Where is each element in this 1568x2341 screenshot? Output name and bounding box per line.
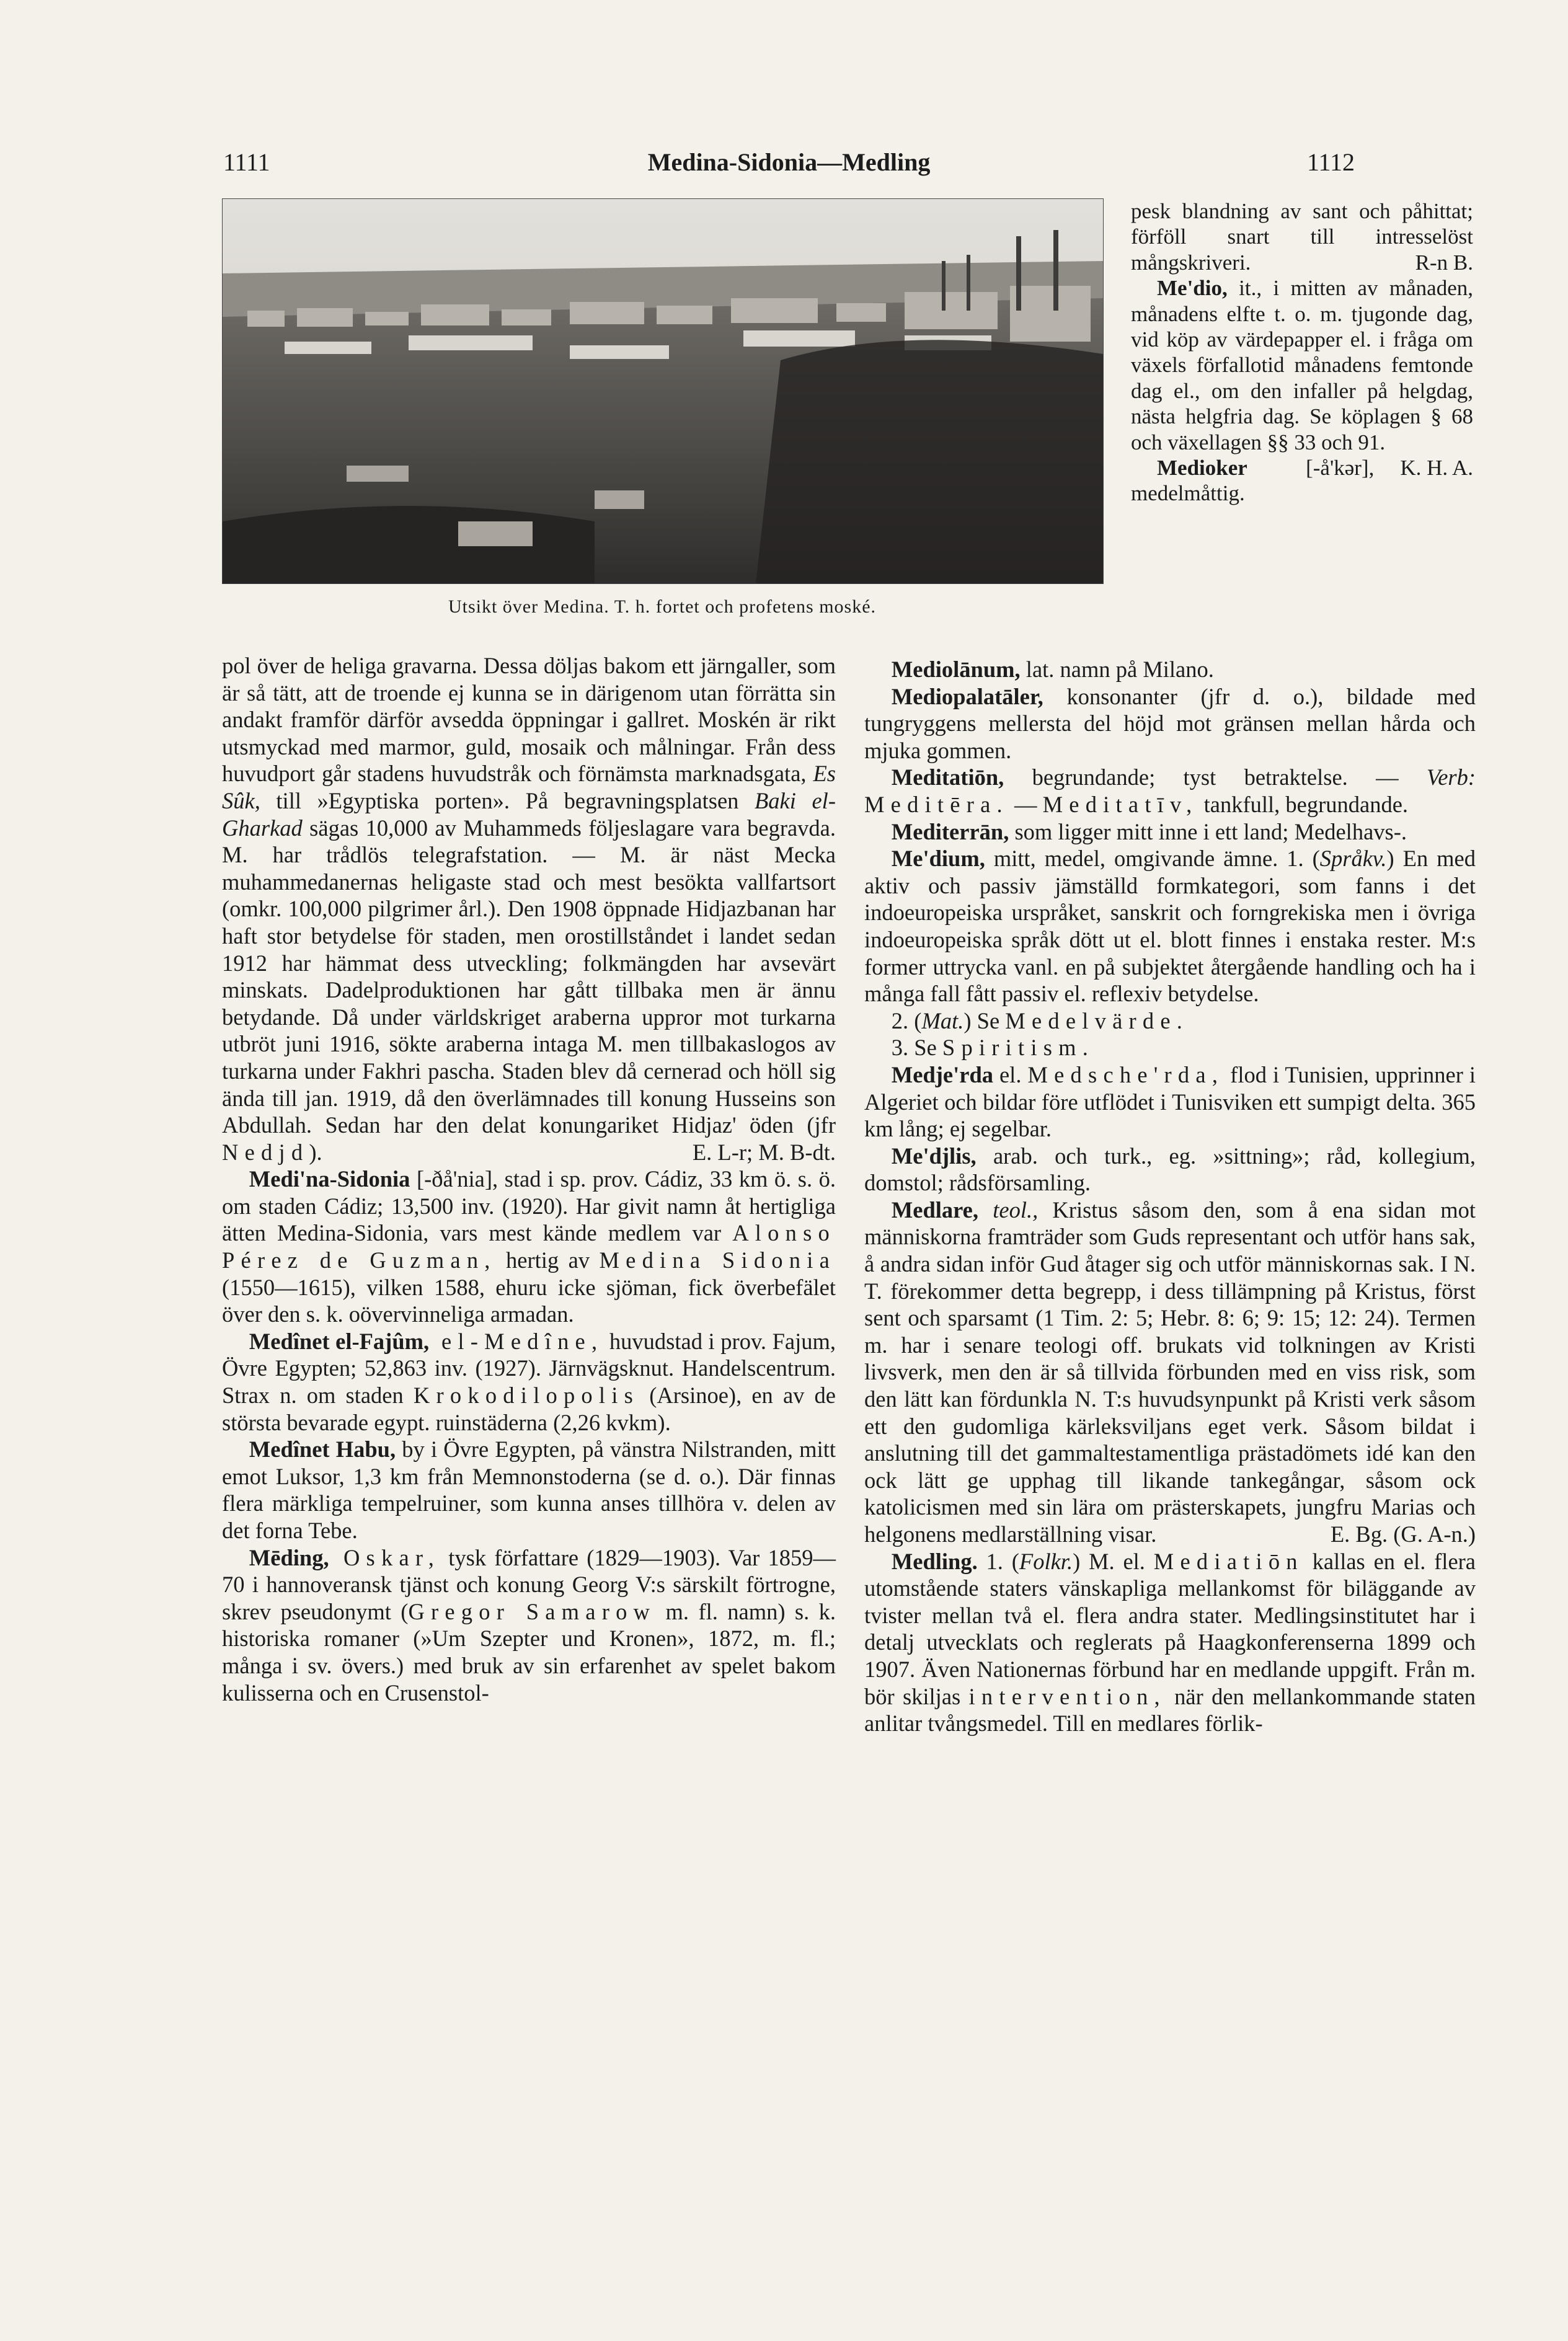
spaced-term: intervention, xyxy=(968,1683,1166,1709)
right-upper-column xyxy=(1131,198,1473,507)
entry-medium xyxy=(864,845,1476,1007)
text: 2. ( xyxy=(891,1007,922,1033)
entry-medlare xyxy=(864,1197,1476,1548)
spaced-reference: Spiritism. xyxy=(942,1035,1095,1061)
entry-meditation xyxy=(864,764,1476,818)
text: tysk författare (1829—1903). Var 1859—70 i hannoveransk tjänst och konung Georg V:s särskilt förtrogne, skrev pseudonymt ( xyxy=(222,1544,836,1624)
spaced-name: Oskar, xyxy=(329,1544,441,1570)
entry-headword: Meditatiōn, xyxy=(891,764,1004,790)
page-header xyxy=(223,148,1355,185)
entry-headword: Me'djlis, xyxy=(891,1143,977,1169)
entry-headword: Mediolānum, xyxy=(891,657,1021,682)
entry-medling xyxy=(864,1548,1476,1737)
spaced-term: Meditatīv, xyxy=(1042,791,1198,817)
entry-headword: Mēding, xyxy=(249,1544,329,1570)
text: Kristus såsom den, som å ena sidan mot människorna framträder som Guds representant och utför hans sak, å andra sidan inför Gud åtager sig och utför människornas sak. I N. T. förekommer detta begrepp, i dess tillämpning på Kristus, först sent och sparsamt (1 Tim. 2: 5; Hebr. 8: 6; 9: 15; 12: 24). Termen m. har i senare teologi off. brukats vid tolkningen av Kristi livsverk, men den är så tillvida förbunden med en viss risk, som den lätt kan fördunkla N. T:s huvudsynpunkt på Kristi verk såsom ett den gudomliga kärleksviljans eget verk. Såsom bildat i anslutning till det gammaltestamentliga prästadömets idé kan den ock lätt ge upphag till likande tankegångar, såsom ock katolicismen med sin lära om prästerskapets, jungfru Marias och helgonens medlarställning visar. xyxy=(864,1197,1476,1547)
text: huvudstad i prov. Fajum, Övre Egypten; 52,863 inv. (1927). Järnvägsknut. Handelscentrum. Strax n. om staden xyxy=(222,1328,836,1409)
text: mitt, medel, omgivande ämne. 1. ( xyxy=(985,846,1320,872)
text: när den mellankommande staten anlitar tvångsmedel. Till en medlares förlik- xyxy=(864,1683,1476,1737)
text: (1550—1615), vilken 1588, ehuru icke sjöman, fick överbefälet över den s. k. oövervinneliga armadan. xyxy=(222,1274,836,1327)
entry-medinet-habu xyxy=(222,1436,836,1544)
entry-medjerda xyxy=(864,1061,1476,1143)
entry-mediterran xyxy=(864,818,1476,846)
entry-headword: Medi'na-Sidonia xyxy=(249,1166,410,1192)
text: ) En med aktiv och passiv jämställd formkategori, som fanns i det indoeuropeiska urspråket, sanskrit och forngrekiska men i övriga indoeuropeiska språk dött ut el. blott finnes i enstaka rester. M:s former uttrycka vanl. en på subjektet återgående handling och ha i många fall fått passiv el. reflexiv betydelse. xyxy=(864,846,1476,1007)
italic-term: Baki el-Gharkad xyxy=(222,787,836,841)
text: tankfull, begrundande. xyxy=(1198,791,1409,817)
photo-caption: Utsikt över Medina. T. h. fortet och profetens moské. xyxy=(448,596,877,617)
left-column xyxy=(222,652,836,1706)
spaced-name: Alonso Pérez de Guzman, xyxy=(222,1220,836,1273)
text: 3. Se xyxy=(891,1035,942,1061)
entry-headword: Medînet el-Fajûm, xyxy=(249,1328,430,1354)
entry-medium-2 xyxy=(864,1007,1476,1035)
text: arab. och turk., eg. »sittning»; råd, kollegium, domstol; rådsförsamling. xyxy=(864,1143,1476,1196)
italic-term: Folkr. xyxy=(1019,1548,1073,1574)
running-title: Medina-Sidonia—Medling xyxy=(647,148,931,176)
entry-headword: Me'dium, xyxy=(891,846,985,872)
entry-headword: Medînet Habu, xyxy=(249,1436,396,1463)
entry-headword: Me'dio, xyxy=(1157,276,1228,301)
entry-medjlis xyxy=(864,1143,1476,1197)
right-column xyxy=(864,656,1476,1737)
entry-headword: Mediopalatāler, xyxy=(891,683,1043,709)
text: lat. namn på Milano. xyxy=(1020,657,1214,682)
text: m. fl. namn) s. k. historiska romaner (»Um Szepter und Kronen», 1872, m. fl.; många i sv. övers.) med bruk av sin erfarenhet av spelet bakom kulisserna och en Crusenstol- xyxy=(222,1598,836,1706)
author-signature: K. H. A. xyxy=(1400,456,1473,480)
text: som ligger mitt inne i ett land; Medelhavs-. xyxy=(1009,818,1407,844)
text: pesk blandning av sant och påhittat; förföll snart till intresselöst mångskriveri. xyxy=(1131,199,1473,275)
text: [-ðå'nia], stad i sp. prov. Cádiz, 33 km ö. s. ö. om staden Cádiz; 13,500 inv. (1920). Har givit namn åt hertigliga ätten Medina-Sidonia, vars mest kände medlem var xyxy=(222,1166,836,1246)
paragraph-continuation xyxy=(1131,198,1473,275)
text: begrundande; tyst betraktelse. — xyxy=(1004,764,1427,790)
entry-headword: Mediterrān, xyxy=(891,818,1009,844)
text: sägas 10,000 av Muhammeds följeslagare vara begravda. M. har trådlös telegrafstation. — M. är näst Mecka muhammedanernas heligaste stad och mest besökta vallfartsort (omkr. 100,000 pilgrimer årl.). Den 1908 öppnade Hidjazbanan har haft stor betydelse för staden, men orostillståndet i landet sedan 1912 har hämmat dess utveckling; folkmängden har avsevärt minskats. Dadelproduktionen har gått tillbaka men är ännu betydande. Då under världskriget araberna uppror mot turkarna utbröt juni 1916, sökte araberna intaga M. men tillbakaslogos av turkarna under Fakhri pascha. Staden blev då cernerad och höll sig ända till jan. 1919, då den överlämnades till konung Husseins son Abdullah. Sedan har den delat konungariket Hidjaz' öden (jfr xyxy=(222,815,836,1138)
spaced-name: el-Medîne, xyxy=(429,1328,604,1354)
spaced-reference: Krokodilopolis xyxy=(413,1383,640,1409)
entry-headword: Medlare, xyxy=(891,1197,979,1223)
italic-term: Es Sûk, xyxy=(222,761,836,813)
spaced-name: Medsche'rda, xyxy=(1027,1061,1225,1087)
entry-medina-continuation xyxy=(222,652,836,1166)
italic-term: Mat. xyxy=(921,1007,964,1033)
italic-term: Verb: xyxy=(1426,764,1476,790)
text: flod i Tunisien, upprinner i Algeriet och bildar före utflödet i Tunisviken ett sumpigt delta. 365 km lång; ej segelbar. xyxy=(864,1061,1476,1142)
text: el. xyxy=(993,1061,1028,1087)
text: ) M. el. xyxy=(1073,1548,1154,1574)
text: till »Egyptiska porten». På begravningsplatsen xyxy=(260,787,755,813)
entry-headword: Medling. xyxy=(891,1548,978,1574)
entry-meding xyxy=(222,1544,836,1707)
entry-text: it., i mitten av månaden, månadens elfte t. o. m. tjugonde dag, vid köp av värdepapper el. i fråga om växels förfallotid månadens femtonde dag el., om den infaller på helgdag, nästa helgfria dag. Se köplagen § 68 och växellagen §§ 33 och 91. xyxy=(1131,276,1473,454)
text: hertig av xyxy=(496,1247,600,1273)
text: 1. ( xyxy=(977,1548,1019,1574)
text: kallas en el. flera utomstående staters vänskapliga mellankomst för biläggande av tvister mellan två el. flera andra stater. Medlingsinstitutet har i detalj utvecklats och reglerats på Haagkonferenserna 1899 och 1907. Även Nationernas förbund har en medlande uppgift. Från m. bör skiljas xyxy=(864,1548,1476,1709)
spaced-reference: Nedjd xyxy=(222,1139,309,1165)
page-number-right: 1112 xyxy=(1306,148,1355,176)
spaced-term: Meditēra. xyxy=(864,791,1009,817)
text: pol över de heliga gravarna. Dessa döljas bakom ett järngaller, som är så tätt, att de troende ej kunna se in därigenom utan förrätta sin andakt framför därför avsedda öppningar i gallret. Moskén är rikt utsmyckad med marmor, guld, mosaik och målningar. Från dess huvudport går stadens huvudstråk och förnämsta marknadsgata, xyxy=(222,653,836,787)
spaced-name: Gregor Samarow xyxy=(408,1598,657,1624)
author-signature: E. Bg. (G. A-n.) xyxy=(1330,1521,1476,1547)
entry-medina-sidonia xyxy=(222,1166,836,1328)
text: by i Övre Egypten, på vänstra Nilstranden, mitt emot Luksor, 1,3 km från Memnonstoderna (se d. o.). Där finnas flera märkliga tempelruiner, som kunna anses tillhöra v. delen av det forna Tebe. xyxy=(222,1436,836,1543)
entry-headword: Medje'rda xyxy=(891,1061,993,1087)
entry-medium-3 xyxy=(864,1034,1476,1061)
italic-term: Språkv. xyxy=(1319,846,1387,872)
entry-mediolanum xyxy=(864,656,1476,683)
text: konsonanter (jfr d. o.), bildade med tungryggens mellersta del höjd mot gränsen mellan hårda och mjuka gommen. xyxy=(864,683,1476,763)
entry-headword: Medioker xyxy=(1157,456,1247,480)
author-signature: E. L-r; M. B-dt. xyxy=(692,1139,836,1165)
page-number-left: 1111 xyxy=(223,148,270,176)
text: ). xyxy=(309,1139,322,1165)
entry-mediopalataler xyxy=(864,683,1476,764)
entry-text: [-å'kər], medelmåttig. xyxy=(1131,456,1375,506)
italic-term: teol., xyxy=(978,1197,1039,1223)
text: — xyxy=(1008,791,1043,817)
author-signature: R-n B. xyxy=(1415,250,1473,275)
photo-medina xyxy=(222,198,1104,584)
spaced-term: Mediatiōn xyxy=(1153,1548,1304,1574)
entry-medinet-el-fajum xyxy=(222,1328,836,1436)
spaced-reference: Medelvärde. xyxy=(1005,1007,1189,1033)
spaced-name: Medina Sidonia xyxy=(599,1247,836,1273)
text: (Arsinoe), en av de största bevarade egypt. ruinstäderna (2,26 kvkm). xyxy=(222,1383,836,1435)
text: ) Se xyxy=(963,1007,1006,1033)
